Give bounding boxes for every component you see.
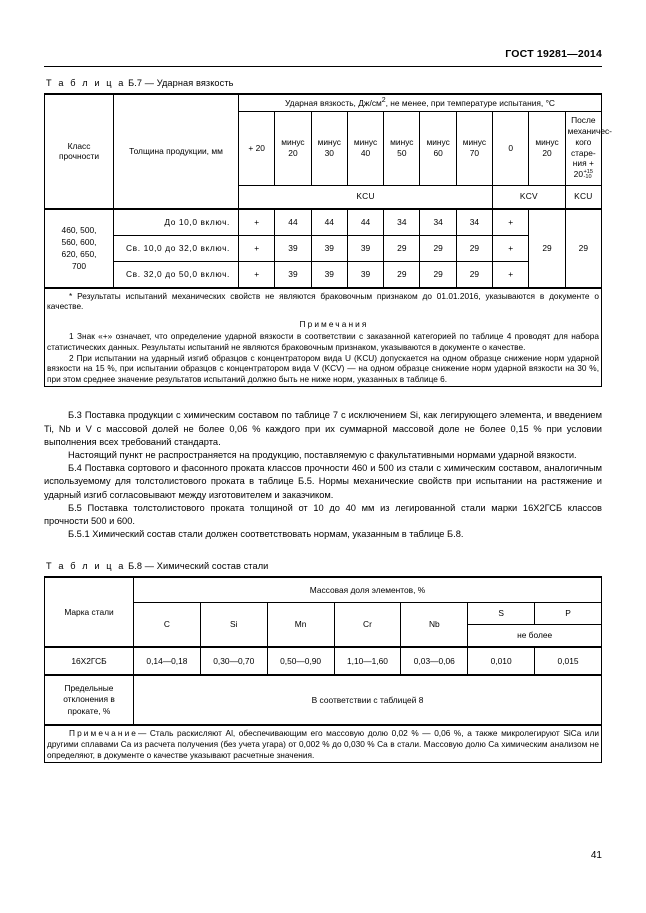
table-b8-header-mark: Марка стали <box>45 577 134 647</box>
table-b7-header-temp-3-l2: 40 <box>360 148 371 159</box>
table-b7-caption-number: Б.7 <box>128 78 143 88</box>
table-b7-header-temp-4-l2: 50 <box>397 148 407 159</box>
table-b7-header-aged <box>565 111 612 185</box>
table-b7-header-aged-l4: ния + 20 <box>572 158 594 180</box>
table-b7-cell-1-5: 29 <box>420 235 456 261</box>
table-b7-header-aged-l1: После <box>571 115 596 126</box>
table-b7-thickness-0: До 10,0 включ. <box>114 209 239 236</box>
table-b8-header-element-1: Si <box>200 603 267 648</box>
table-b7-header-temp-5-l2: 60 <box>433 148 443 159</box>
page-content <box>44 78 612 763</box>
page-number: 41 <box>590 850 602 861</box>
table-b7-caption-dash: — <box>144 78 155 88</box>
table-b8-mark-value: 16Х2ГСБ <box>45 647 134 675</box>
table-b8-caption <box>46 561 602 571</box>
table-b7-method-kcu-2: KCU <box>565 185 601 209</box>
table-b7-cell-2-2: 39 <box>311 261 347 288</box>
table-b7-header-aged-l2: механичес- <box>567 126 612 137</box>
table-b7-header-temp-3 <box>347 111 383 185</box>
table-b7-header-temp-3-l1: минус <box>353 137 378 148</box>
table-b8-note-row <box>45 725 602 762</box>
table-b7-header-temp-7 <box>493 111 529 185</box>
table-b7-header-strength-class <box>45 94 114 209</box>
table-b7-cell-2-7: + <box>493 261 529 288</box>
table-b7-header-temp-7-l1: 0 <box>508 142 514 153</box>
table-b7-header-temp-5-l1: минус <box>426 137 450 148</box>
table-row <box>45 675 602 725</box>
table-b7-header-temp-8 <box>529 111 565 185</box>
table-b8-cell-6: 0,015 <box>535 647 602 675</box>
table-b7-caption <box>46 78 602 88</box>
table-b8-header-element-3: Cr <box>334 603 401 648</box>
table-b8-note <box>45 725 602 762</box>
table-b7-cell-1-7: + <box>493 235 529 261</box>
table-b8-header-group: Массовая доля элементов, % <box>134 577 602 603</box>
table-b7-method-kcu-1: KCU <box>239 185 493 209</box>
table-b7-cell-1-2: 39 <box>311 235 347 261</box>
table-b8-header-element-2: Mn <box>267 603 334 648</box>
table-b7-header-temp-1 <box>275 111 311 185</box>
table-b7-method-kcv: KCV <box>493 185 566 209</box>
table-b7-header-temp-5 <box>420 111 456 185</box>
table-b8-cell-5: 0,010 <box>468 647 535 675</box>
table-b7-cell-0-1: 44 <box>275 209 311 236</box>
table-row <box>45 235 602 261</box>
table-b7-header-aged-l3: кого старе- <box>570 136 596 158</box>
paragraph-b5: Б.5 Поставка толстолистового проката толщиной от 10 до 40 мм из легированной стали марки 16Х2ГСБ классов прочности 500 и 600. <box>44 502 602 526</box>
table-b7-cell-1-6: 29 <box>456 235 492 261</box>
table-b8-header-element-6: P <box>535 603 602 625</box>
table-b7-strength-classes-l2: 560, 600, <box>61 236 97 247</box>
table-b8-caption-prefix: Т а б л и ц а <box>46 561 126 572</box>
table-b7-cell-2-3: 39 <box>347 261 383 288</box>
table-b8-deviation-label <box>45 675 134 725</box>
table-b8-caption-dash: — <box>144 561 155 572</box>
table-b8-cell-2: 0,50—0,90 <box>267 647 334 675</box>
table-b7-kcv-value: 29 <box>529 209 565 288</box>
table-b7-cell-1-1: 39 <box>275 235 311 261</box>
table-b8-header-element-4: Nb <box>401 603 468 648</box>
table-b7-cell-0-3: 44 <box>347 209 383 236</box>
table-b8-header-element-0: C <box>134 603 201 648</box>
table-b7-cell-2-0: + <box>239 261 275 288</box>
table-b8-cell-1: 0,30—0,70 <box>200 647 267 675</box>
table-b7-header-temp-6 <box>456 111 492 185</box>
table-b7-header-strength-class-l2: прочности <box>58 151 99 162</box>
table-b7-header-aged-sub: -10 <box>583 174 592 181</box>
table-b7-header-temp-6-l1: минус <box>462 137 487 148</box>
table-b8-note-text: Сталь раскисляют Al, обеспечивающим его массовую долю 0,02 % — 0,06 %, а также микролегируют SiCa или другими сплавами Ca из расчета получения (без учета угара) от 0,002 % до 0,030 % Ca в стали. Массовую долю Ca химическим анализом не определяют, в документе о качестве указывают расчетные значения. <box>47 728 600 760</box>
paragraph-b4: Б.4 Поставка сортового и фасонного проката классов прочности 460 и 500 из стали с химическим составом, аналогичным используемому для толстолистового проката в таблице Б.5. Нормы механические свойств при испытании на растяжение и ударный изгиб согласовывают между изготовителем и заказчиком. <box>44 463 602 500</box>
table-b8-deviation-label-l1: Предельные <box>64 682 114 693</box>
table-b7-header-temp-0 <box>239 111 275 185</box>
paragraph-b3: Б.3 Поставка продукции с химическим составом по таблице 7 с исключением Si, как легирующего элемента, и введением Ti, Nb и V с массовой долей не более 0,06 % каждого при их суммарной массовой доле не более 0,15 % при условии выполнения всех требований стандарта. <box>44 410 602 447</box>
table-b7-cell-1-4: 29 <box>384 235 420 261</box>
paragraph-b51: Б.5.1 Химический состав стали должен соответствовать нормам, указанным в таблице Б.8. <box>68 529 464 540</box>
table-b7 <box>44 93 612 387</box>
table-b7-cell-0-6: 34 <box>456 209 492 236</box>
table-b7-footnote: * Результаты испытаний механических свойств не являются браковочным признаком до 01.01.2016, указываются в документе о качестве. <box>47 290 599 312</box>
table-row <box>45 261 602 288</box>
table-b8-header-subheader: не более <box>468 625 602 648</box>
table-b7-header-temp-1-l2: 20 <box>288 148 298 159</box>
paragraph-b3-cont: Настоящий пункт не распространяется на продукцию, поставляемую с факультативными нормами ударной вязкости. <box>68 449 577 460</box>
table-b8-cell-0: 0,14—0,18 <box>134 647 201 675</box>
header-rule <box>44 66 602 67</box>
table-b7-header-temp-2-l2: 30 <box>324 148 334 159</box>
table-b7-header-group-pre: Ударная вязкость, Дж/см <box>285 97 382 108</box>
table-b7-cell-0-7: + <box>493 209 529 236</box>
table-b8-note-dash: — <box>138 728 147 739</box>
table-b7-cell-2-4: 29 <box>384 261 420 288</box>
table-b7-header-group-sup: 2 <box>381 97 386 104</box>
table-b7-note-1: 1 Знак «+» означает, что определение ударной вязкости в соответствии с заказанной категорией по таблице 4 проводят для набора статистических данных. Результаты испытаний не являются браковочным признаком, указываются в документе о качестве. <box>47 331 599 352</box>
table-b7-strength-classes-l4: 700 <box>72 261 86 272</box>
table-b7-header-strength-class-l1: Класс <box>67 140 91 151</box>
table-b7-header-temp-0-l1: + 20 <box>248 142 265 153</box>
table-b7-notes-title: Примечания <box>299 318 369 329</box>
table-b7-caption-title: Ударная вязкость <box>156 78 234 88</box>
table-b7-cell-0-4: 34 <box>384 209 420 236</box>
table-b7-cell-1-3: 39 <box>347 235 383 261</box>
table-b7-header-temp-4 <box>384 111 420 185</box>
table-b7-cell-0-5: 34 <box>420 209 456 236</box>
table-b7-caption-prefix: Т а б л и ц а <box>46 78 126 88</box>
table-b7-header-temp-8-l1: минус <box>535 137 559 148</box>
table-b8-deviation-label-l2: отклонения в <box>63 694 115 705</box>
table-b7-cell-2-5: 29 <box>420 261 456 288</box>
table-b7-thickness-2: Св. 32,0 до 50,0 включ. <box>114 261 239 288</box>
table-row <box>45 647 602 675</box>
table-b8-header-row-1 <box>45 577 602 603</box>
table-b7-header-temp-4-l1: минус <box>390 137 414 148</box>
table-b8 <box>44 576 602 763</box>
running-header: ГОСТ 19281—2014 <box>505 48 602 60</box>
table-b7-thickness-1: Св. 10,0 до 32,0 включ. <box>114 235 239 261</box>
table-b7-header-row-1 <box>45 94 602 111</box>
table-b8-caption-number: Б.8 <box>128 561 143 572</box>
table-b7-header-temp-8-l2: 20 <box>542 148 552 159</box>
table-b7-note-2: 2 При испытании на ударный изгиб образцов с концентратором вида U (KCU) допускается на одном образце снижение норм ударной вязкости на 15 %, при испытании образцов с концентратором вида V (KCV) — на одном образце снижение норм ударной вязкости на 30 %, при этом среднее значение результатов испытаний должно быть не ниже норм, указанных в таблице 6. <box>47 352 599 384</box>
table-b7-cell-2-6: 29 <box>456 261 492 288</box>
table-b7-strength-classes <box>45 209 114 288</box>
table-b8-cell-4: 0,03—0,06 <box>401 647 468 675</box>
table-b8-cell-3: 1,10—1,60 <box>334 647 401 675</box>
table-b7-header-temp-1-l1: минус <box>281 137 305 148</box>
table-b7-header-group-post: , не менее, при температуре испытания, °С <box>385 97 555 108</box>
table-b7-strength-classes-l1: 460, 500, <box>61 224 97 235</box>
table-b7-strength-classes-l3: 620, 650, <box>61 249 97 260</box>
table-b7-kcu-aged-value: 29 <box>565 209 601 288</box>
body-paragraphs <box>44 409 602 541</box>
table-b7-header-thickness: Толщина продукции, мм <box>114 94 239 209</box>
table-b7-cell-2-1: 39 <box>275 261 311 288</box>
table-b8-deviation-value: В соответствии с таблицей 8 <box>134 675 602 725</box>
table-b7-cell-0-0: + <box>239 209 275 236</box>
table-b7-notes <box>45 288 602 387</box>
table-b7-cell-0-2: 44 <box>311 209 347 236</box>
table-b7-header-aged-sup: +15 <box>583 168 593 175</box>
table-b7-cell-1-0: + <box>239 235 275 261</box>
table-b8-note-body <box>47 728 599 760</box>
table-row <box>45 209 602 236</box>
table-b7-header-aged-tolerance <box>584 170 594 181</box>
table-b7-header-temp-6-l2: 70 <box>469 148 480 159</box>
table-b8-caption-title: Химический состав стали <box>156 561 269 572</box>
table-b8-note-title: Примечание <box>69 728 139 739</box>
table-b7-header-group <box>239 94 602 111</box>
table-b7-header-temp-2 <box>311 111 347 185</box>
table-b7-header-temp-2-l1: минус <box>317 137 341 148</box>
table-b8-deviation-label-l3: прокате, % <box>67 706 111 717</box>
table-b8-header-element-5: S <box>468 603 535 625</box>
table-b7-notes-row <box>45 288 602 387</box>
